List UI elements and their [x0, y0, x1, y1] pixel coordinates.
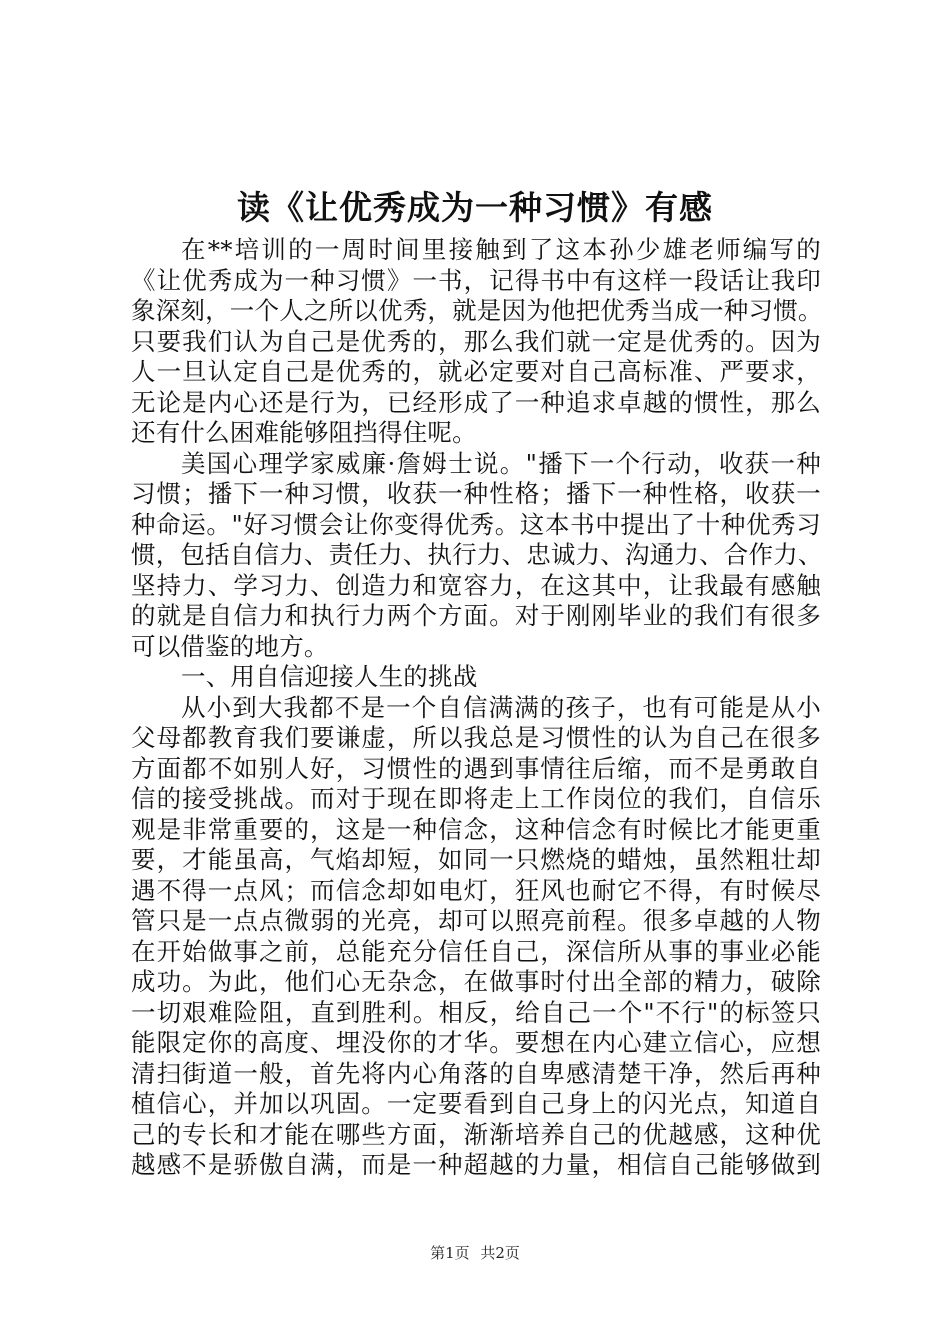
paragraph-line: 方面都不如别人好，习惯性的遇到事情往后缩，而不是勇敢自 — [131, 753, 821, 783]
paragraph-line: 只要我们认为自己是优秀的，那么我们就一定是优秀的。因为 — [131, 326, 821, 356]
paragraph-line: 越感不是骄傲自满，而是一种超越的力量，相信自己能够做到 — [131, 1150, 821, 1179]
paragraph-line: 从小到大我都不是一个自信满满的孩子，也有可能是从小 — [181, 692, 821, 722]
paragraph-line: 还有什么困难能够阻挡得住呢。 — [131, 418, 477, 447]
paragraph-line: 无论是内心还是行为，已经形成了一种追求卓越的惯性，那么 — [131, 387, 821, 417]
paragraph-line: 遇不得一点风；而信念却如电灯，狂风也耐它不得，有时候尽 — [131, 875, 821, 905]
page-number: 第1页 — [430, 1244, 470, 1262]
paragraph-line: 坚持力、学习力、创造力和宽容力，在这其中，让我最有感触 — [131, 570, 821, 600]
document-title: 读《让优秀成为一种习惯》有感 — [237, 188, 713, 227]
paragraph-line: 美国心理学家威廉·詹姆士说。"播下一个行动，收获一种 — [181, 448, 821, 478]
page-footer — [0, 1243, 950, 1263]
paragraph-line: 要，才能虽高，气焰却短，如同一只燃烧的蜡烛，虽然粗壮却 — [131, 845, 821, 874]
paragraph-line: 《让优秀成为一种习惯》一书，记得书中有这样一段话让我印 — [131, 265, 821, 295]
paragraph-line: 人一旦认定自己是优秀的，就必定要对自己高标准、严要求， — [131, 357, 821, 386]
paragraph-line: 清扫街道一般，首先将内心角落的自卑感清楚干净，然后再种 — [131, 1058, 821, 1088]
paragraph-line: 观是非常重要的，这是一种信念，这种信念有时候比才能更重 — [131, 814, 821, 844]
paragraph-line: 惯，包括自信力、责任力、执行力、忠诚力、沟通力、合作力、 — [131, 540, 823, 569]
paragraph-line: 父母都教育我们要谦虚，所以我总是习惯性的认为自己在很多 — [131, 723, 821, 752]
paragraph-line: 一切艰难险阻，直到胜利。相反，给自己一个"不行"的标签只 — [131, 997, 821, 1027]
paragraph-line: 信的接受挑战。而对于现在即将走上工作岗位的我们，自信乐 — [131, 784, 821, 813]
paragraph-line: 象深刻，一个人之所以优秀，就是因为他把优秀当成一种习惯。 — [131, 296, 823, 325]
page-total: 共2页 — [480, 1244, 520, 1262]
paragraph-line: 可以借鉴的地方。 — [131, 631, 329, 661]
paragraph-line: 种命运。"好习惯会让你变得优秀。这本书中提出了十种优秀习 — [131, 509, 821, 539]
section-heading: 一、用自信迎接人生的挑战 — [181, 662, 478, 691]
paragraph-line: 在**培训的一周时间里接触到了这本孙少雄老师编写的 — [181, 235, 821, 264]
paragraph-line: 习惯；播下一种习惯，收获一种性格；播下一种性格，收获一 — [131, 479, 821, 508]
paragraph-line: 在开始做事之前，总能充分信任自己，深信所从事的事业必能 — [131, 936, 821, 966]
paragraph-line: 己的专长和才能在哪些方面，渐渐培养自己的优越感，这种优 — [131, 1119, 821, 1149]
paragraph-line: 成功。为此，他们心无杂念，在做事时付出全部的精力，破除 — [131, 967, 821, 996]
document-body — [131, 235, 821, 1181]
paragraph-line: 植信心，并加以巩固。一定要看到自己身上的闪光点，知道自 — [131, 1089, 821, 1118]
paragraph-line: 能限定你的高度、埋没你的才华。要想在内心建立信心，应想 — [131, 1028, 821, 1057]
paragraph-line: 的就是自信力和执行力两个方面。对于刚刚毕业的我们有很多 — [131, 601, 821, 630]
paragraph-line: 管只是一点点微弱的光亮，却可以照亮前程。很多卓越的人物 — [131, 906, 821, 935]
